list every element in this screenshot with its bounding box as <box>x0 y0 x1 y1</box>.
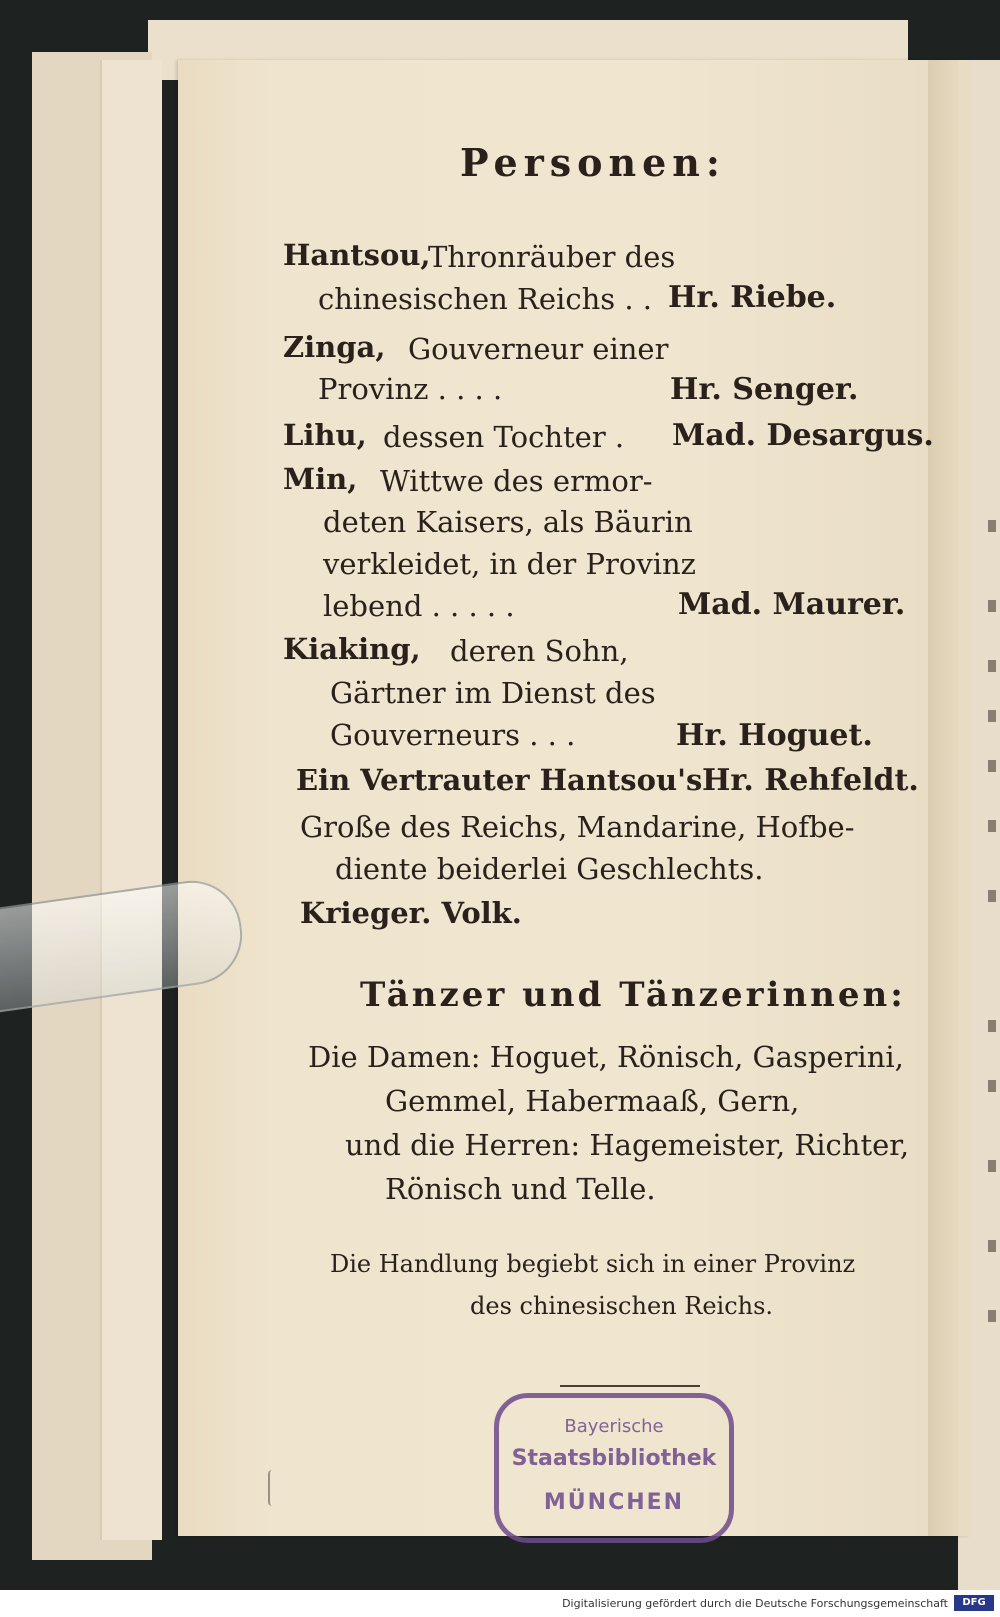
dfg-logo: DFG <box>954 1595 994 1611</box>
cast-name: Lihu, <box>283 418 367 452</box>
cast-desc: lebend . . . . . <box>323 589 515 623</box>
cast-name: Zinga, <box>283 330 386 364</box>
cast-actor: Hr. Rehfeldt. <box>702 763 919 798</box>
cast-desc: deten Kaisers, als Bäurin <box>323 505 693 539</box>
cast-name: Hantsou, <box>283 238 431 272</box>
divider <box>560 1385 700 1387</box>
extras-line: diente beiderlei Geschlechts. <box>335 852 764 886</box>
cast-desc: verkleidet, in der Provinz <box>323 547 696 581</box>
extras-line: Große des Reichs, Mandarine, Hofbe- <box>300 810 855 844</box>
dancers-line: Gemmel, Habermaaß, Gern, <box>385 1084 800 1118</box>
pencil-mark <box>268 1470 276 1506</box>
cast-desc: Thronräuber des <box>428 240 676 274</box>
cast-name: Ein Vertrauter Hantsou's <box>296 763 703 797</box>
setting-line: Die Handlung begiebt sich in einer Provinz <box>330 1250 856 1278</box>
cast-name: Min, <box>283 462 358 496</box>
cast-actor: Mad. Desargus. <box>672 418 934 453</box>
cast-actor: Hr. Riebe. <box>668 280 837 315</box>
cast-desc: deren Sohn, <box>450 634 629 668</box>
cast-desc: chinesischen Reichs . . <box>318 282 652 316</box>
cast-actor: Hr. Senger. <box>670 372 859 407</box>
extras-line: Krieger. Volk. <box>300 896 522 930</box>
stamp-line: MÜNCHEN <box>543 1490 685 1515</box>
page-title: Personen: <box>460 140 726 185</box>
cast-actor: Mad. Maurer. <box>678 587 906 622</box>
cast-desc: Gouverneur einer <box>408 332 669 366</box>
cast-desc: Wittwe des ermor- <box>380 464 653 498</box>
dancers-line: Rönisch und Telle. <box>385 1172 656 1206</box>
stamp-line: Staatsbibliothek <box>511 1446 717 1471</box>
setting-line: des chinesischen Reichs. <box>470 1292 774 1320</box>
cast-actor: Hr. Hoguet. <box>676 718 873 753</box>
cast-desc: Gärtner im Dienst des <box>330 676 656 710</box>
stamp-line: Bayerische <box>564 1416 664 1437</box>
cast-desc: Gouverneurs . . . <box>330 718 576 752</box>
dancers-line: und die Herren: Hagemeister, Richter, <box>345 1128 910 1162</box>
cast-name: Kiaking, <box>283 632 421 666</box>
cast-desc: dessen Tochter . <box>383 420 625 454</box>
footer <box>0 1590 1000 1617</box>
dancers-line: Die Damen: Hoguet, Rönisch, Gasperini, <box>308 1040 904 1074</box>
footer-credit: Digitalisierung gefördert durch die Deutsche Forschungsgemeinschaft <box>562 1597 948 1610</box>
library-stamp <box>494 1393 734 1543</box>
cast-desc: Provinz . . . . <box>318 372 503 406</box>
dancers-heading: Tänzer und Tänzerinnen: <box>360 975 906 1015</box>
